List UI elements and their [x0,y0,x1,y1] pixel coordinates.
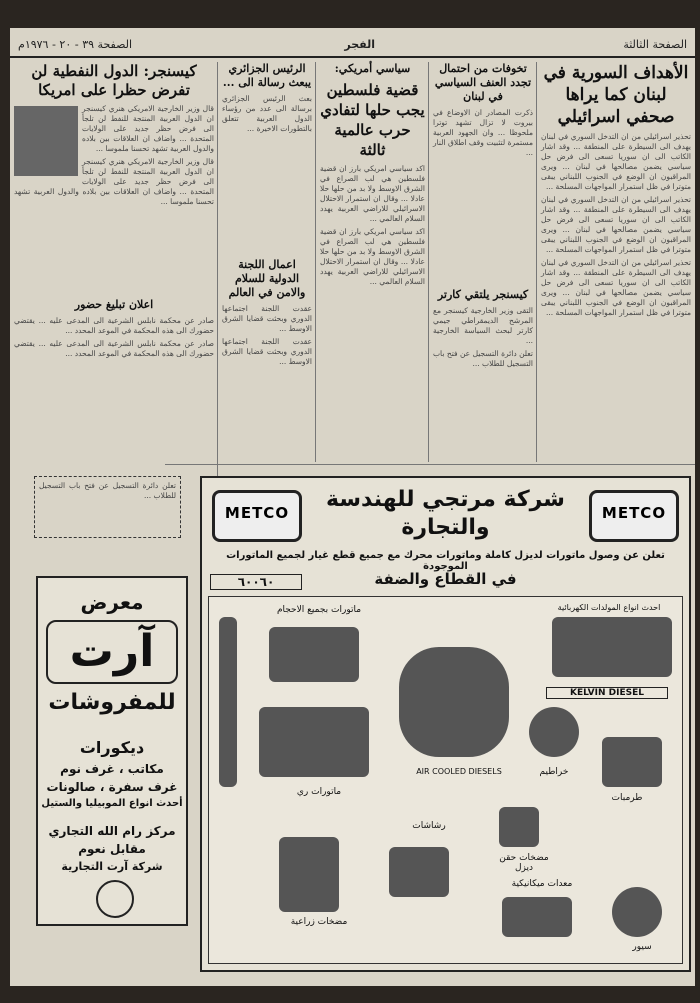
engine-drawing [259,707,369,777]
ad-brand: آرت [46,620,178,684]
article-body: تعلن دائرة التسجيل عن فتح باب التسجيل للطلاب ... [433,349,533,368]
label-sprinklers: رشاشات [412,821,446,831]
article-body: تحذير اسرائيلي من ان التدخل السوري في لبنان يهدف الى السيطرة على المنطقة ... وقد اشار الكاتب الى ان سوريا تسعى الى فرض حل سياسي يضمن مصالحها في لبنان ... ويرى المراقبون ان الوضع في الجنوب اللبناني يبقى متوترا في ظل استمرار المواجهات المسلحة ... [541,258,691,317]
article-body: صادر عن محكمة نابلس الشرعية الى المدعى عليه ... يقتضي حضورك الى هذه المحكمة في الموعد المحدد ... [14,339,214,358]
pump-drawing [389,847,449,897]
article-un-committee [222,258,312,458]
label-generators: احدث انواع المولدات الكهربائية [557,603,661,612]
ad-sector: في القطاع والضفة [374,570,517,588]
article-body: صادر عن محكمة نابلس الشرعية الى المدعى عليه ... يقتضي حضورك الى هذه المحكمة في الموعد المحدد ... [14,316,214,335]
label-tools: معدات ميكانيكية [511,879,573,889]
label-farm: مضخات زراعية [290,917,348,927]
hose-coil-drawing [529,707,579,757]
notice-text: تعلن دائرة التسجيل عن فتح باب التسجيل للطلاب ... [39,481,176,500]
headline: قضية فلسطين يجب حلها لتفادي حرب عالمية ثالثة [320,81,425,159]
label-air-cooled: AIR COOLED DIESELS [416,767,502,776]
art-logo-emblem [96,880,134,918]
column-divider [536,62,537,462]
article-body: قال وزير الخارجية الامريكي هنري كيسنجر ان الدول العربية المنتجة للنفط لن تلجأ الى فرض حظر جديد على الولايات المتحدة ... واضاف ان العلاقات بين بلاده والدول العربية تشهد تحسنا ملموسا ... [82,104,214,153]
article-kissinger [14,62,214,292]
ad-line: مكاتب ، غرف نوم [60,762,164,776]
article-violence [433,62,533,212]
article-body: اكد سياسي امريكي بارز ان قضية فلسطين هي لب الصراع في الشرق الاوسط ولا بد من حلها حلا عادلا ... وقال ان استمرار الاحتلال الاسرائيلي للاراضي العربية يهدد السلام العالمي ... [320,164,425,223]
paper-name: الفجر [344,38,375,51]
page-header [10,34,695,58]
company-name: شركة مرتجي للهندسة والتجارة [326,487,565,540]
headline: تخوفات من احتمال تجدد العنف السياسي في لبنان [434,62,532,103]
ad-address: مقابل نعوم [78,842,146,856]
label-irrigation: ماتورات ري [296,787,342,797]
ad-address: شركة آرت التجارية [61,860,163,873]
portrait-photo [14,106,78,176]
article-kissinger-meets [433,288,533,458]
column-divider [428,62,429,462]
label-brand: KELVIN DIESEL [546,687,668,699]
ad-title-small: معرض [80,590,144,614]
registration-notice [34,476,181,538]
headline: كيسنجر يلتقي كارتر [437,288,529,301]
ad-phone: ٦٠٠٦٠ [210,574,302,590]
article-body: اكد سياسي امريكي بارز ان قضية فلسطين هي لب الصراع في الشرق الاوسط ولا بد من حلها حلا عادلا ... وقال ان استمرار الاحتلال الاسرائيلي للاراضي العربية يهدد السلام العالمي ... [320,227,425,286]
ad-line: غرف سفرة ، صالونات [46,780,178,794]
column-divider [315,62,316,462]
headline: الأهداف السورية في لبنان كما يراها صحفي اسرائيلي [543,63,689,127]
injection-pump-drawing [499,807,539,847]
motor-drawing [279,837,339,912]
article-body: بعث الرئيس الجزائري برسالة الى عدد من رؤساء الدول العربية تتعلق بالتطورات الاخيرة ... [222,94,312,133]
article-body: عقدت اللجنة اجتماعها الدوري وبحثت قضايا الشرق الاوسط ... [222,337,312,366]
engine-drawing [269,627,359,682]
newspaper-page [10,28,695,986]
article-body: ذكرت المصادر ان الاوضاع في بيروت لا تزال تشهد توترا ملحوظا ... وان الجهود العربية مستمرة لتثبيت وقف اطلاق النار ... [433,108,533,157]
label-pumps: طرمبات [611,793,643,803]
horizontal-divider [165,464,695,465]
column-divider [217,62,218,492]
label-engines: ماتورات بجميع الاحجام [276,605,362,615]
article-body: التقى وزير الخارجية كيسنجر مع المرشح الديمقراطي جيمي كارتر لبحث السياسة الخارجية ... [433,306,533,345]
article-palestine [320,62,425,462]
article-body: تحذير اسرائيلي من ان التدخل السوري في لبنان يهدف الى السيطرة على المنطقة ... وقد اشار الكاتب الى ان سوريا تسعى الى فرض حل سياسي يضمن مصالحها في لبنان ... ويرى المراقبون ان الوضع في الجنوب اللبناني يبقى متوترا في ظل استمرار المواجهات المسلحة ... [541,195,691,254]
headline: كيسنجر: الدول النفطية لن تفرض حظرا على امريكا [31,62,197,99]
metco-logo-left: METCO [212,490,302,542]
article-algeria [222,62,312,222]
art-furniture-ad [36,576,188,926]
ad-subtitle: للمفروشات [48,690,176,715]
article-notice [14,298,214,478]
air-cooled-engine-drawing [399,647,509,757]
label-injection: مضخات حقن ديزل [499,853,549,873]
headline: اعمال اللجنة الدولية للسلام والامن في العالم [228,258,306,299]
ad-address: مركز رام الله التجاري [48,824,176,838]
metco-logo-right: METCO [589,490,679,542]
ad-line: ديكورات [79,738,145,757]
belt-wheel-drawing [612,887,662,937]
article-body: تحذير اسرائيلي من ان التدخل السوري في لبنان يهدف الى السيطرة على المنطقة ... وقد اشار الكاتب الى ان سوريا تسعى الى فرض حل سياسي يضمن مصالحها في لبنان ... ويرى المراقبون ان الوضع في الجنوب اللبناني يبقى متوترا في ظل استمرار المواجهات المسلحة ... [541,132,691,191]
headline: اعلان تبليغ حضور [74,298,154,311]
tools-drawing [502,897,572,937]
label-belt: سيور [632,942,652,952]
machinery-illustration-panel [208,596,683,964]
ad-line: أحدث انواع الموبيليا والستيل [41,798,183,809]
article-body: عقدت اللجنة اجتماعها الدوري وبحثت قضايا الشرق الاوسط ... [222,304,312,333]
kicker: سياسي أمريكي: [334,62,411,75]
article-body: قال وزير الخارجية الامريكي هنري كيسنجر ان الدول العربية المنتجة للنفط لن تلجأ الى فرض حظر جديد على الولايات المتحدة ... واضاف ان العلاقات بين بلاده والدول العربية تشهد تحسنا ملموسا ... [14,157,214,206]
label-hose: خراطيم [539,767,569,777]
page-name: الصفحة الثالثة [623,38,687,51]
metco-ad [200,476,691,972]
article-syria-lebanon [541,62,691,457]
pump-column-drawing [219,617,237,787]
headline: الرئيس الجزائري يبعث رسالة الى ... [222,62,312,89]
ad-tagline: تعلن عن وصول ماتورات لديزل كاملة وماتورات محرك مع جميع قطع غيار لجميع الماتورات الموجودة [226,550,665,572]
date-line: الصفحة ٣٩ - ٢٠ - ١٩٧٦م [18,38,133,51]
generator-drawing [552,617,672,677]
pump-drawing [602,737,662,787]
